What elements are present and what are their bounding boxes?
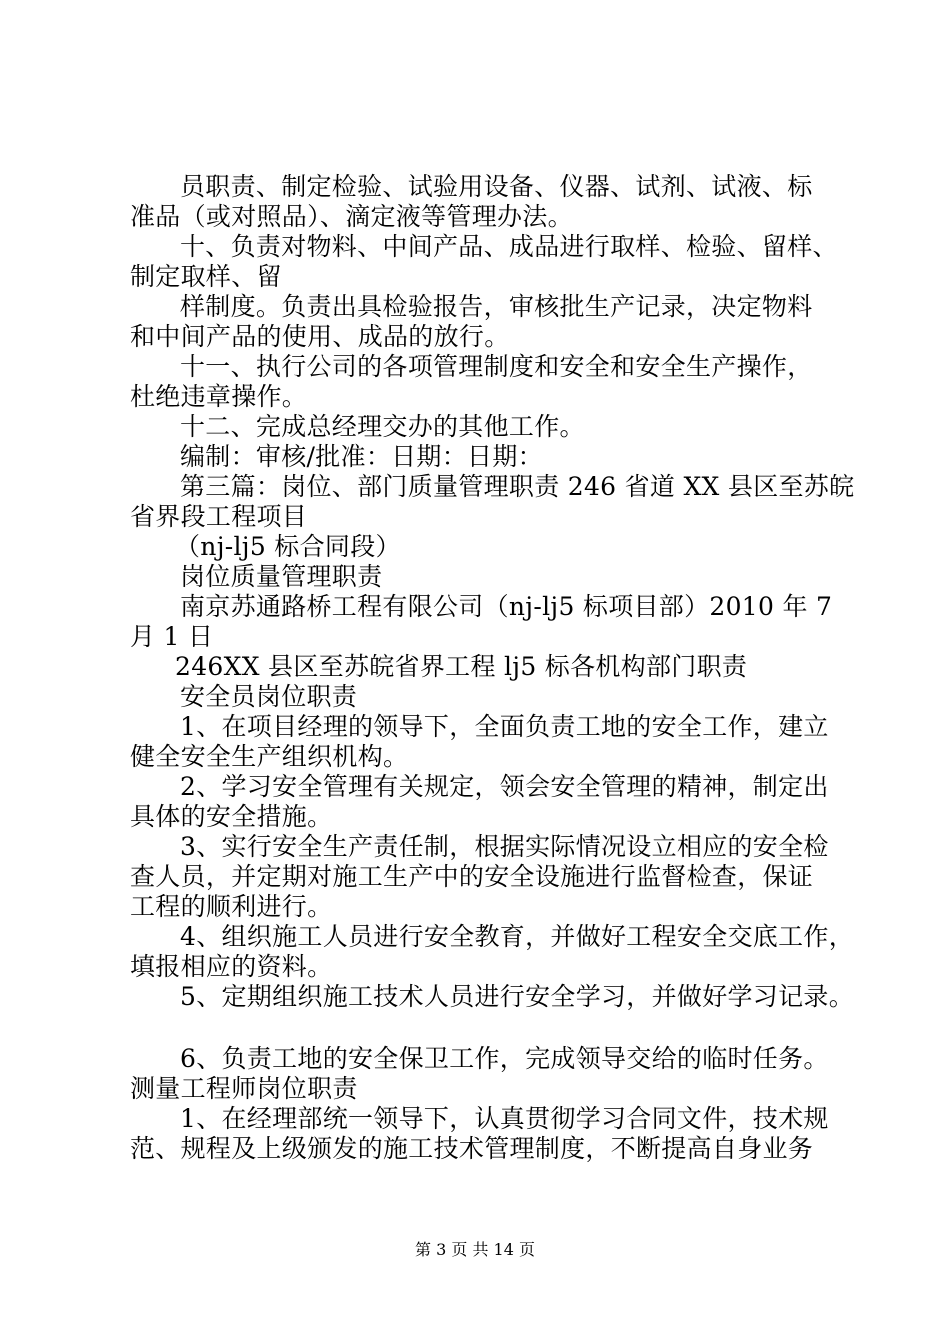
page-number-footer: 第 3 页 共 14 页 (415, 1240, 535, 1259)
text-line: 岗位质量管理职责 (180, 562, 383, 591)
text-line: 具体的安全措施。 (130, 802, 333, 831)
text-line: 4、组织施工人员进行安全教育，并做好工程安全交底工作， (180, 922, 855, 951)
text-line: 编制：审核/批准：日期：日期： (180, 442, 543, 471)
text-line: 十一、执行公司的各项管理制度和安全和安全生产操作， (180, 352, 813, 381)
text-line: 1、在项目经理的领导下，全面负责工地的安全工作，建立 (180, 712, 829, 741)
text-line: 3、实行安全生产责任制，根据实际情况设立相应的安全检 (180, 832, 829, 861)
text-line: 员职责、制定检验、试验用设备、仪器、试剂、试液、标 (180, 172, 813, 201)
text-line: 杜绝违章操作。 (130, 382, 308, 411)
text-line: 月 1 日 (130, 622, 214, 651)
text-line: （nj-lj5 标合同段） (175, 532, 401, 561)
text-line: 样制度。负责出具检验报告，审核批生产记录，决定物料 (180, 292, 813, 321)
text-line: 省界段工程项目 (130, 502, 308, 531)
text-line: 6、负责工地的安全保卫工作，完成领导交给的临时任务。 (180, 1044, 829, 1073)
text-line: 246XX 县区至苏皖省界工程 lj5 标各机构部门职责 (175, 652, 748, 681)
subsection-heading: 安全员岗位职责 (180, 682, 358, 711)
text-line: 查人员，并定期对施工生产中的安全设施进行监督检查，保证 (130, 862, 814, 891)
text-line: 和中间产品的使用、成品的放行。 (130, 322, 510, 351)
subsection-heading: 测量工程师岗位职责 (130, 1074, 358, 1103)
text-line: 准品（或对照品）、滴定液等管理办法。 (130, 202, 573, 231)
text-line: 填报相应的资料。 (130, 952, 333, 981)
text-line: 南京苏通路桥工程有限公司（nj-lj5 标项目部）2010 年 7 (180, 592, 833, 621)
text-line: 十二、完成总经理交办的其他工作。 (180, 412, 585, 441)
text-line: 1、在经理部统一领导下，认真贯彻学习合同文件，技术规 (180, 1104, 829, 1133)
section-heading: 第三篇：岗位、部门质量管理职责 246 省道 XX 县区至苏皖 (180, 472, 855, 501)
text-line: 健全安全生产组织机构。 (130, 742, 409, 771)
text-line: 十、负责对物料、中间产品、成品进行取样、检验、留样、 (180, 232, 838, 261)
paragraph-gap (130, 1012, 842, 1044)
text-line: 工程的顺利进行。 (130, 892, 333, 921)
text-line: 2、学习安全管理有关规定，领会安全管理的精神，制定出 (180, 772, 829, 801)
text-line: 范、规程及上级颁发的施工技术管理制度，不断提高自身业务 (130, 1134, 814, 1163)
text-line: 制定取样、留 (130, 262, 282, 291)
text-line: 5、定期组织施工技术人员进行安全学习，并做好学习记录。 (180, 982, 855, 1011)
document-body (130, 172, 855, 1164)
